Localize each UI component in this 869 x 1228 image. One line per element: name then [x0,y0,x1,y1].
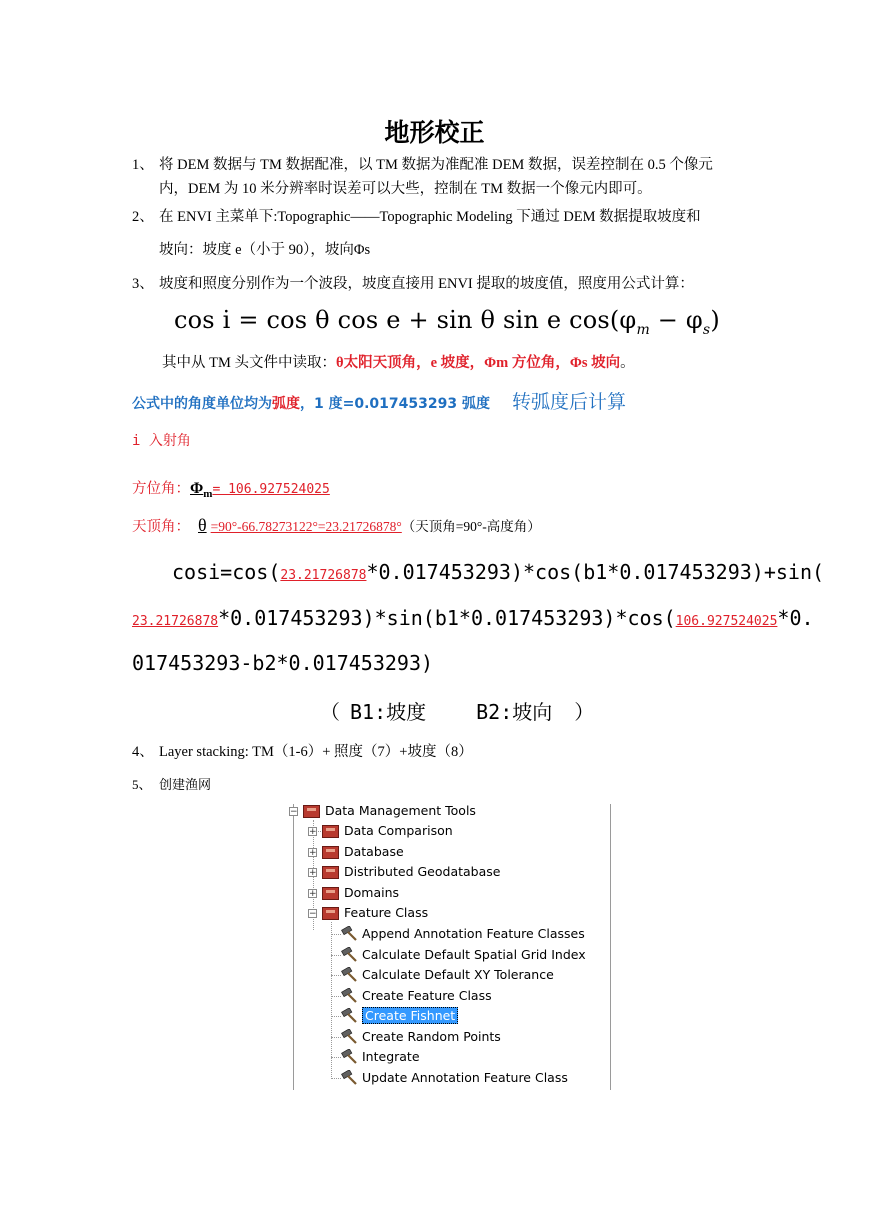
read-note [162,351,635,372]
step-4-number: 4、 [132,744,154,760]
toolset-expand-toggle[interactable]: + [309,889,317,899]
hammer-icon [341,947,359,963]
tree-guide [331,934,341,935]
formula-sub-s: s [702,321,711,338]
formula-sub-m: m [636,321,650,338]
tree-root-data-management-tools[interactable]: Data Management Tools [325,803,476,818]
step-1-number: 1、 [132,157,154,173]
cosi-line-2: 23.21726878*0.017453293)*sin(b1*0.017453293)*cos(106.927524025*0. [132,606,814,630]
formula-close: ) [710,306,720,334]
root-collapse-toggle[interactable]: − [290,807,298,817]
step-2-line-2: 坡向：坡度 e（小于 90），坡向Φs [159,242,371,258]
hammer-icon [341,926,359,942]
hammer-icon [341,1008,359,1024]
tree-guide [331,975,341,976]
tool-append-annotation-feature-classes[interactable]: Append Annotation Feature Classes [362,926,585,941]
formula-minus: − φ [649,306,703,334]
cosi-line-3: 017453293-b2*0.017453293) [132,651,434,675]
toolset-icon [322,825,339,838]
azimuth-symbol: $\Phi_m$ [190,480,213,500]
tree-guide [331,955,341,956]
read-note-prefix: 其中从 TM 头文件中读取： [162,355,336,371]
toolset-expand-toggle[interactable]: + [309,827,317,837]
tree-guide [331,1057,341,1058]
toolbox-icon [303,805,320,818]
step-1-line-1: 将 DEM 数据与 TM 数据配准，以 TM 数据为准配准 DEM 数据，误差控制在 0.5 个像元 [159,157,713,173]
zenith-label: 天顶角： [132,519,190,535]
cosi-azimuth: 106.927524025 [675,614,778,629]
zenith-line [132,515,541,536]
tree-guide [331,996,341,997]
toolset-expand-toggle[interactable]: + [309,868,317,878]
step-4-line-1: Layer stacking: TM（1-6）+ 照度（7）+坡度（8） [159,744,473,760]
toolset-feature-class[interactable]: Feature Class [344,905,429,920]
tree-guide [331,922,332,1079]
hammer-icon [341,1029,359,1045]
unit-note [132,387,626,414]
incidence-angle-label: i 入射角 [132,433,191,449]
zenith-symbol: θ [198,515,207,535]
step-3-line-1: 坡度和照度分别作为一个波段，坡度直接用 ENVI 提取的坡度值，照度用公式计算： [159,276,694,292]
zenith-value: =90°-66.78273122°=23.21726878° [210,519,402,534]
toolset-database[interactable]: Database [344,844,404,859]
unit-note-part3: ，1 度=0.017453293 弧度 [300,396,490,412]
hammer-icon [341,967,359,983]
step-5-number: 5、 [132,777,152,792]
tree-guide [331,1037,341,1038]
hammer-icon [341,1070,359,1086]
tree-right-border [610,804,611,1090]
tool-create-fishnet[interactable]: Create Fishnet [362,1006,458,1026]
formula-lhs: cos i = cos θ cos e + sin θ sin e cos(φ [174,306,637,334]
azimuth-label: 方位角： [132,481,190,497]
tree-guide [331,1078,341,1079]
hammer-icon [341,1049,359,1065]
unit-note-part1: 公式中的角度单位均为 [132,396,272,412]
band-b1: B1:坡度 [350,700,427,724]
azimuth-line [132,477,330,500]
read-note-params: θ太阳天顶角，e 坡度，Φm 方位角，Φs 坡向 [336,355,621,371]
page-title: 地形校正 [384,118,485,147]
step-2-line-1: 在 ENVI 主菜单下:Topographic——Topographic Modeling 下通过 DEM 数据提取坡度和 [159,209,701,225]
step-5-line-1: 创建渔网 [159,778,212,793]
band-b2: B2:坡向 [476,700,553,724]
step-3-number: 3、 [132,276,154,292]
tool-calculate-default-xy-tolerance[interactable]: Calculate Default XY Tolerance [362,967,554,982]
toolset-domains[interactable]: Domains [344,885,400,900]
toolset-icon [322,887,339,900]
toolset-expand-toggle[interactable]: + [309,848,317,858]
hammer-icon [341,988,359,1004]
tool-calculate-default-spatial-grid-index[interactable]: Calculate Default Spatial Grid Index [362,946,586,962]
arctoolbox-tree [285,800,611,1090]
step-2-number: 2、 [132,209,154,225]
unit-note-radian: 弧度 [272,396,300,412]
unit-note-convert: 转弧度后计算 [511,391,626,413]
azimuth-value: = 106.927524025 [212,482,330,497]
toolset-icon [322,866,339,879]
toolset-icon [322,846,339,859]
zenith-note: （天顶角=90°-高度角） [401,519,541,534]
tool-update-annotation-feature-class[interactable]: Update Annotation Feature Class [362,1069,568,1085]
toolset-data-comparison[interactable]: Data Comparison [344,823,453,838]
toolset-distributed-geodatabase[interactable]: Distributed Geodatabase [344,864,501,879]
tool-integrate[interactable]: Integrate [362,1049,420,1064]
tree-left-border [293,804,294,1090]
tool-create-feature-class[interactable]: Create Feature Class [362,987,492,1003]
cosi-zenith-2: 23.21726878 [132,614,219,629]
cosi-zenith-1: 23.21726878 [280,568,367,583]
toolset-icon [322,907,339,920]
step-1-line-2: 内，DEM 为 10 米分辨率时误差可以大些，控制在 TM 数据一个像元内即可。 [159,181,652,197]
read-note-suffix: 。 [620,355,635,371]
toolset-collapse-toggle[interactable]: − [309,909,317,919]
cosi-line-1: cosi=cos(23.21726878*0.017453293)*cos(b1*0.017453293)+sin( [172,560,825,584]
tree-guide [331,1016,341,1017]
bands-note: （ B1:坡度 B2:坡向 ） [320,700,595,724]
tool-create-random-points[interactable]: Create Random Points [362,1028,501,1044]
illumination-formula [174,306,720,338]
